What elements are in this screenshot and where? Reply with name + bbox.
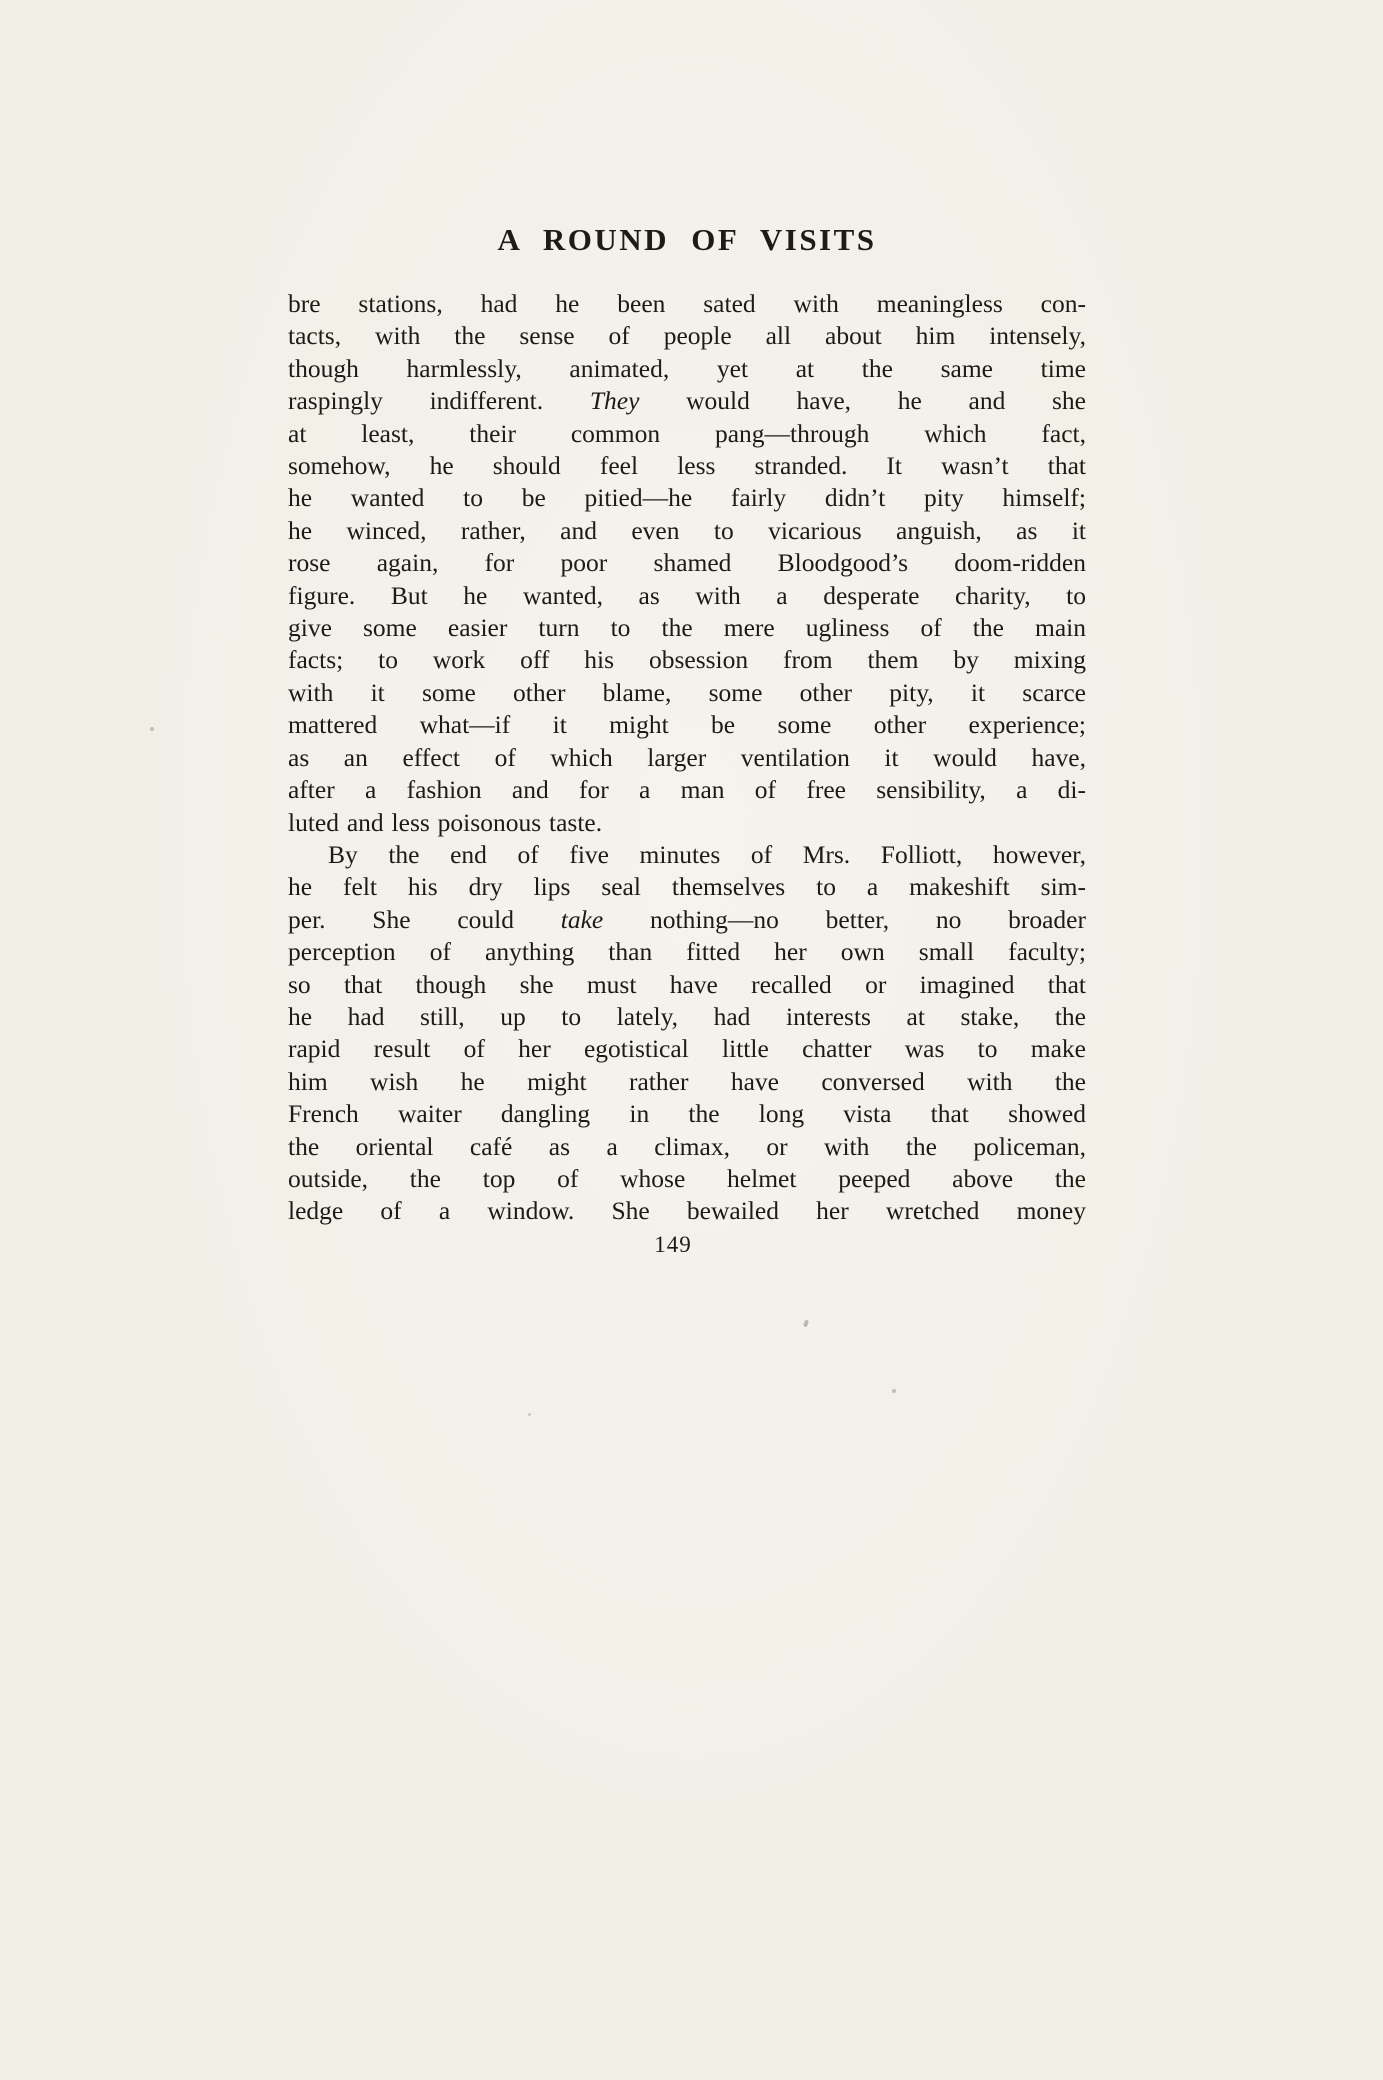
italic-text: They — [589, 386, 640, 416]
scan-speck — [892, 1389, 896, 1393]
text-segment: nothing—no better, no broader — [603, 904, 1086, 934]
text-segment: would have, he and she — [639, 386, 1087, 416]
scan-speck — [150, 727, 154, 731]
text-line — [288, 1195, 1086, 1227]
text-segment: him wish he might rather have conversed with the — [288, 1066, 1086, 1096]
text-line — [288, 807, 1086, 839]
text-segment: the oriental café as a climax, or with the policeman, — [288, 1131, 1086, 1161]
text-segment: outside, the top of whose helmet peeped above the — [288, 1163, 1086, 1193]
text-line — [288, 1131, 1086, 1163]
text-segment: luted and less poisonous taste. — [288, 807, 603, 837]
text-segment: per. She could — [288, 904, 561, 934]
text-line — [288, 839, 1086, 871]
scan-speck — [528, 1413, 531, 1416]
text-segment: mattered what—if it might be some other experience; — [288, 710, 1086, 740]
italic-text: take — [560, 904, 604, 934]
text-line — [288, 320, 1086, 352]
text-segment: tacts, with the sense of people all about him intensely, — [288, 321, 1086, 351]
text-segment: he had still, up to lately, had interests at stake, the — [288, 1001, 1086, 1031]
text-segment: as an effect of which larger ventilation it would have, — [288, 742, 1086, 772]
text-line — [288, 288, 1086, 320]
text-line — [288, 515, 1086, 547]
text-segment: French waiter dangling in the long vista that showed — [288, 1099, 1086, 1129]
text-line — [288, 677, 1086, 709]
text-segment: give some easier turn to the mere ugliness of the main — [288, 613, 1086, 643]
text-segment: he wanted to be pitied—he fairly didn’t pity himself; — [288, 483, 1086, 513]
page-text — [288, 288, 1086, 1228]
text-line — [288, 385, 1086, 417]
text-line — [288, 1098, 1086, 1130]
text-line — [288, 709, 1086, 741]
text-segment: perception of anything than fitted her own small faculty; — [288, 937, 1086, 967]
text-line — [288, 774, 1086, 806]
scan-speck — [803, 1320, 809, 1328]
text-segment: ledge of a window. She bewailed her wretched money — [288, 1196, 1086, 1226]
text-line — [288, 969, 1086, 1001]
text-line — [288, 418, 1086, 450]
text-segment: with it some other blame, some other pity, it scarce — [288, 677, 1086, 707]
text-line — [288, 871, 1086, 903]
text-line — [288, 482, 1086, 514]
text-segment: raspingly indifferent. — [288, 386, 590, 416]
text-line — [288, 936, 1086, 968]
text-segment: By the end of five minutes of Mrs. Folliott, however, — [328, 839, 1086, 869]
text-line — [288, 1163, 1086, 1195]
text-line — [288, 644, 1086, 676]
text-segment: somehow, he should feel less stranded. It wasn’t that — [288, 451, 1086, 481]
text-line — [288, 1066, 1086, 1098]
text-line — [288, 1033, 1086, 1065]
text-segment: figure. But he wanted, as with a desperate charity, to — [288, 580, 1086, 610]
text-line — [288, 547, 1086, 579]
text-segment: so that though she must have recalled or imagined that — [288, 969, 1086, 999]
text-line — [288, 612, 1086, 644]
text-segment: though harmlessly, animated, yet at the same time — [288, 353, 1086, 383]
text-line — [288, 450, 1086, 482]
text-segment: he felt his dry lips seal themselves to a makeshift sim- — [288, 872, 1086, 902]
text-segment: bre stations, had he been sated with meaningless con- — [288, 289, 1086, 318]
text-line — [288, 353, 1086, 385]
text-line — [288, 1001, 1086, 1033]
text-line — [288, 742, 1086, 774]
page-number: 149 — [654, 1232, 692, 1257]
text-line — [288, 580, 1086, 612]
text-line — [288, 904, 1086, 936]
text-segment: he winced, rather, and even to vicarious anguish, as it — [288, 515, 1086, 545]
text-segment: rapid result of her egotistical little chatter was to make — [288, 1034, 1086, 1064]
text-segment: rose again, for poor shamed Bloodgood’s doom-ridden — [288, 548, 1086, 578]
text-segment: after a fashion and for a man of free sensibility, a di- — [288, 775, 1086, 805]
text-segment: facts; to work off his obsession from them by mixing — [288, 645, 1086, 675]
page-title: A ROUND OF VISITS — [497, 222, 877, 257]
text-segment: at least, their common pang—through which fact, — [288, 418, 1086, 448]
